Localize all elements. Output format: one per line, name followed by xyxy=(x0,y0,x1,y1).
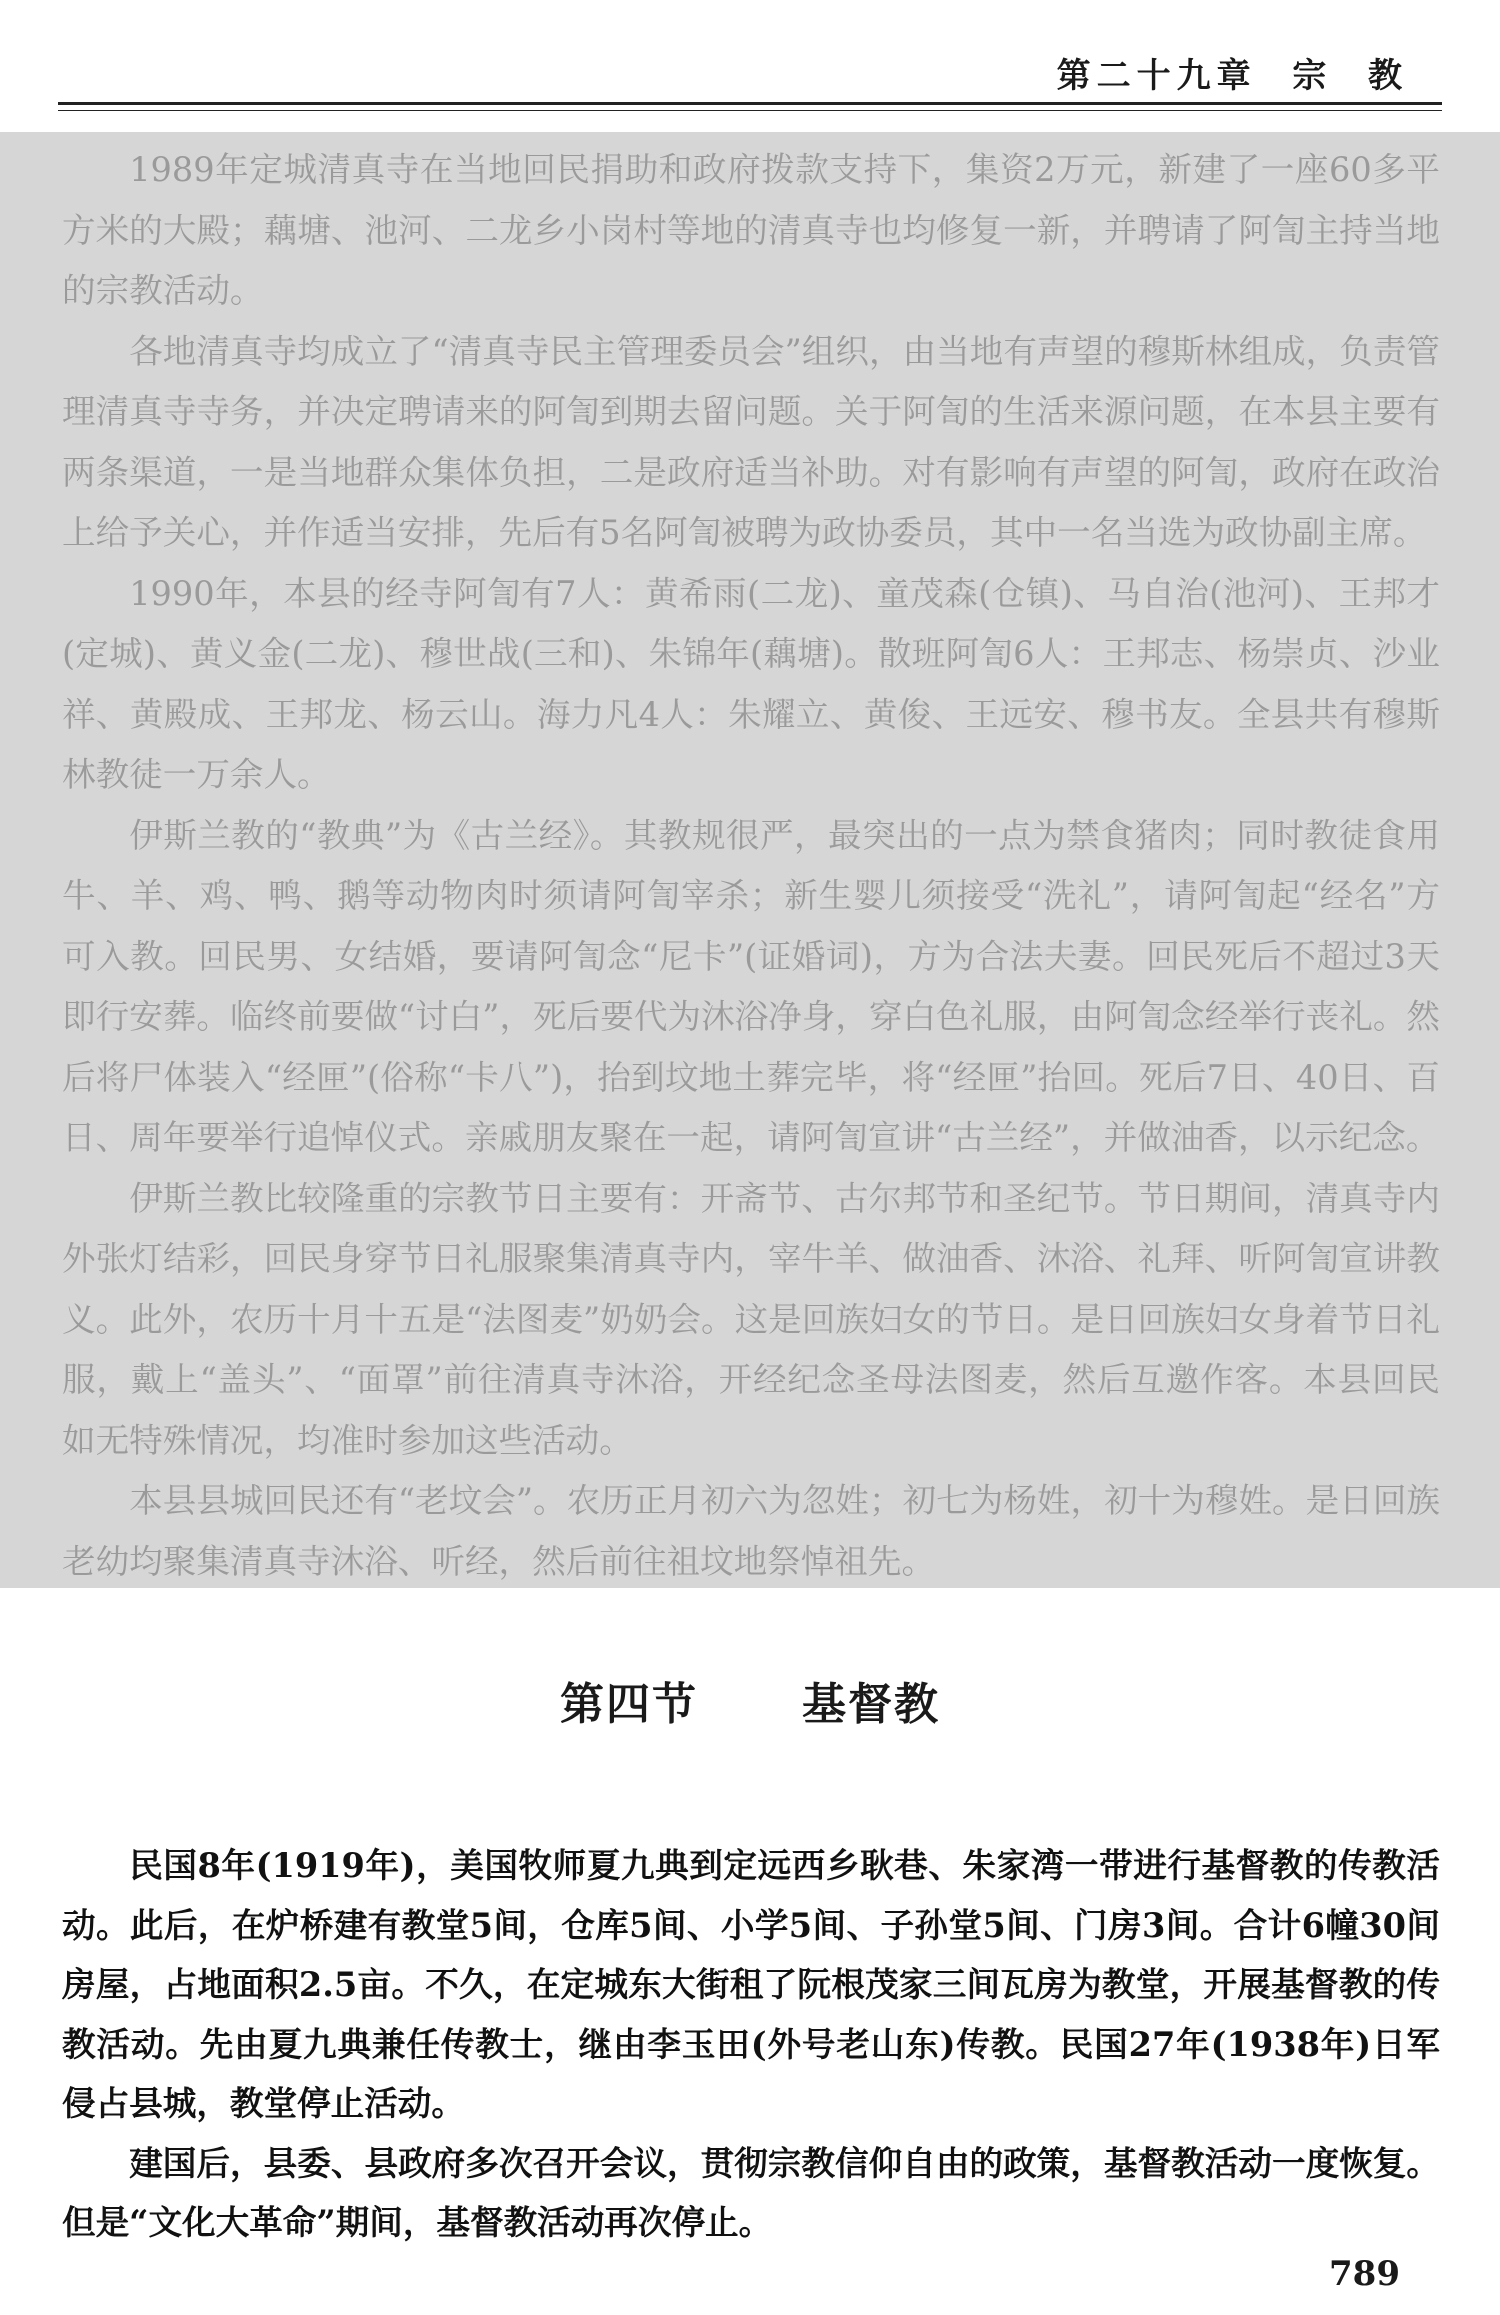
shaded-paragraph: 伊斯兰教比较隆重的宗教节日主要有：开斋节、古尔邦节和圣纪节。节日期间，清真寺内外张灯结彩，回民身穿节日礼服聚集清真寺内，宰牛羊、做油香、沐浴、礼拜、听阿訇宣讲教义。此外，农历十月十五是“法图麦”奶奶会。这是回族妇女的节日。是日回族妇女身着节日礼服，戴上“盖头”、“面罩”前往清真寺沐浴，开经纪念圣母法图麦，然后互邀作客。本县回民如无特殊情况，均准时参加这些活动。 xyxy=(62,1178,1440,1460)
shaded-paragraph: 各地清真寺均成立了“清真寺民主管理委员会”组织，由当地有声望的穆斯林组成，负责管理清真寺寺务，并决定聘请来的阿訇到期去留问题。关于阿訇的生活来源问题，在本县主要有两条渠道，一是当地群众集体负担，二是政府适当补助。对有影响有声望的阿訇，政府在政治上给予关心，并作适当安排，先后有5名阿訇被聘为政协委员，其中一名当选为政协副主席。 xyxy=(62,331,1440,552)
header-rule-thick xyxy=(58,102,1442,105)
shaded-paragraph: 1989年定城清真寺在当地回民捐助和政府拨款支持下，集资2万元，新建了一座60多平方米的大殿；藕塘、池河、二龙乡小岗村等地的清真寺也均修复一新，并聘请了阿訇主持当地的宗教活动。 xyxy=(62,150,1440,310)
shaded-paragraph: 伊斯兰教的“教典”为《古兰经》。其教规很严，最突出的一点为禁食猪肉；同时教徒食用牛、羊、鸡、鸭、鹅等动物肉时须请阿訇宰杀；新生婴儿须接受“洗礼”，请阿訇起“经名”方可入教。回民男、女结婚，要请阿訇念“尼卡”(证婚词)，方为合法夫妻。回民死后不超过3天即行安葬。临终前要做“讨白”，死后要代为沐浴净身，穿白色礼服，由阿訇念经举行丧礼。然后将尸体装入“经匣”(俗称“卡八”)，抬到坟地土葬完毕，将“经匣”抬回。死后7日、40日、百日、周年要举行追悼仪式。亲戚朋友聚在一起，请阿訇宣讲“古兰经”，并做油香，以示纪念。 xyxy=(62,815,1440,1157)
section-title: 第四节 基督教 xyxy=(560,1679,940,1730)
shaded-paragraph: 本县县城回民还有“老坟会”。农历正月初六为忽姓；初七为杨姓，初十为穆姓。是日回族老幼均聚集清真寺沐浴、听经，然后前往祖坟地祭悼祖先。 xyxy=(62,1481,1440,1581)
body-paragraph: 建国后，县委、县政府多次召开会议，贯彻宗教信仰自由的政策，基督教活动一度恢复。但是“文化大革命”期间，基督教活动再次停止。 xyxy=(62,2142,1440,2242)
running-head: 第二十九章 宗 教 xyxy=(1056,56,1408,96)
body-text-block xyxy=(62,1836,1440,2253)
body-paragraph: 民国8年(1919年)，美国牧师夏九典到定远西乡耿巷、朱家湾一带进行基督教的传教活动。此后，在炉桥建有教堂5间，仓库5间、小学5间、子孙堂5间、门房3间。合计6幢30间房屋，占地面积2.5亩。不久，在定城东大街租了阮根茂家三间瓦房为教堂，开展基督教的传教活动。先由夏九典兼任传教士，继由李玉田(外号老山东)传教。民国27年(1938年)日军侵占县城，教堂停止活动。 xyxy=(62,1845,1440,2123)
shaded-paragraph: 1990年，本县的经寺阿訇有7人：黄希雨(二龙)、童茂森(仓镇)、马自治(池河)、王邦才(定城)、黄义金(二龙)、穆世战(三和)、朱锦年(藕塘)。散班阿訇6人：王邦志、杨崇贞、沙业祥、黄殿成、王邦龙、杨云山。海力凡4人：朱耀立、黄俊、王远安、穆书友。全县共有穆斯林教徒一万余人。 xyxy=(62,573,1440,794)
header-rule-thin xyxy=(58,110,1442,111)
shaded-text-block xyxy=(62,140,1440,1592)
page-number: 789 xyxy=(1329,2254,1400,2294)
